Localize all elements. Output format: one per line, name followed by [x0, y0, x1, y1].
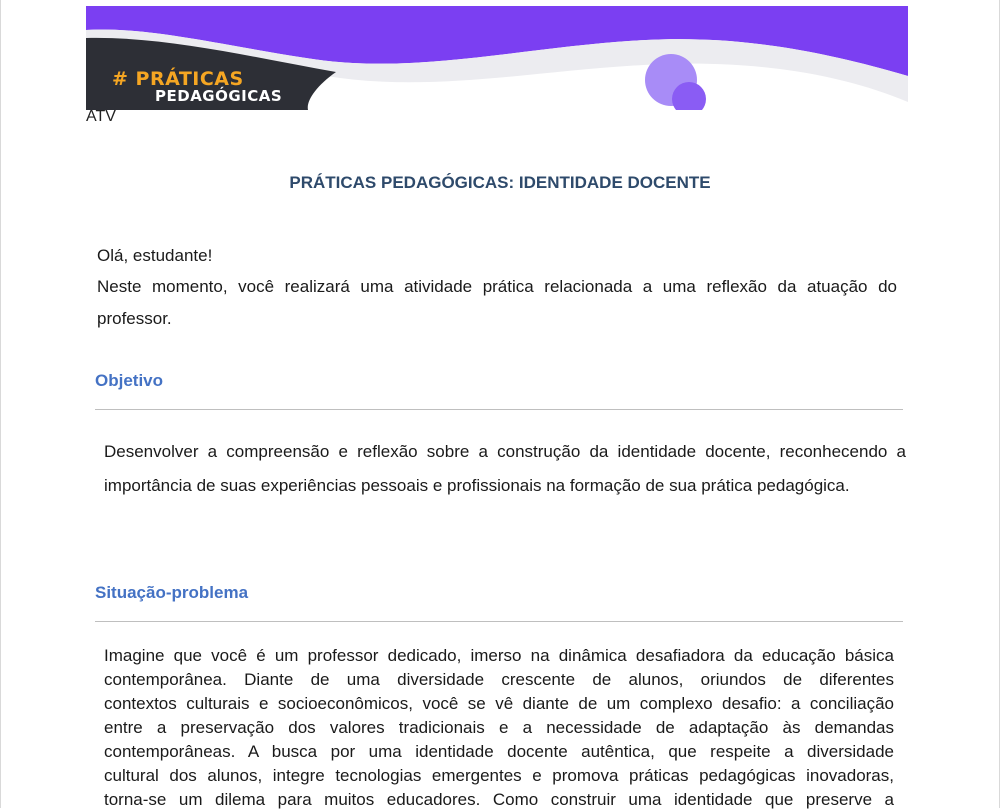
- paragraph-line: torna-se um dilema para muitos educadores. Como construir uma identidade que preserve a: [104, 790, 894, 809]
- greeting-text: Olá, estudante!: [97, 246, 213, 265]
- section-divider: [95, 621, 903, 622]
- logo-text-pedagogicas: PEDAGÓGICAS: [155, 87, 283, 105]
- paragraph-line: contextos culturais e socioeconômicos, você se vê diante de um complexo desafio: a conciliação: [104, 694, 894, 713]
- atv-label: ATV: [86, 108, 116, 125]
- paragraph-line: Imagine que você é um professor dedicado, imerso na dinâmica desafiadora da educação básica: [104, 646, 894, 665]
- objetivo-paragraph: Desenvolver a compreensão e reflexão sobre a construção da identidade docente, reconhecendo a importância de suas experiências pessoais e profissionais na formação de sua prática pedagógica.: [104, 442, 906, 495]
- intro-paragraph: Neste momento, você realizará uma atividade prática relacionada a uma reflexão da atuação do professor.: [97, 277, 897, 328]
- paragraph-line: entre a preservação dos valores tradicionais e a necessidade de adaptação às demandas: [104, 718, 894, 737]
- page-edge-left: [0, 0, 1, 808]
- paragraph-line: cultural dos alunos, integre tecnologias emergentes e promova práticas pedagógicas inovadoras,: [104, 766, 894, 785]
- paragraph-line: contemporâneas. A busca por uma identidade docente autêntica, que respeite a diversidade: [104, 742, 894, 761]
- paragraph-line: contemporânea. Diante de uma diversidade crescente de alunos, oriundos de diferentes: [104, 670, 894, 689]
- logo-text-praticas: # PRÁTICAS: [112, 68, 244, 90]
- situacao-problema-paragraph: [104, 644, 894, 812]
- section-heading-objetivo: Objetivo: [95, 371, 164, 390]
- section-divider: [95, 409, 903, 410]
- section-heading-situacao-problema: Situação-problema: [95, 583, 249, 602]
- document-title: PRÁTICAS PEDAGÓGICAS: IDENTIDADE DOCENTE: [289, 173, 711, 192]
